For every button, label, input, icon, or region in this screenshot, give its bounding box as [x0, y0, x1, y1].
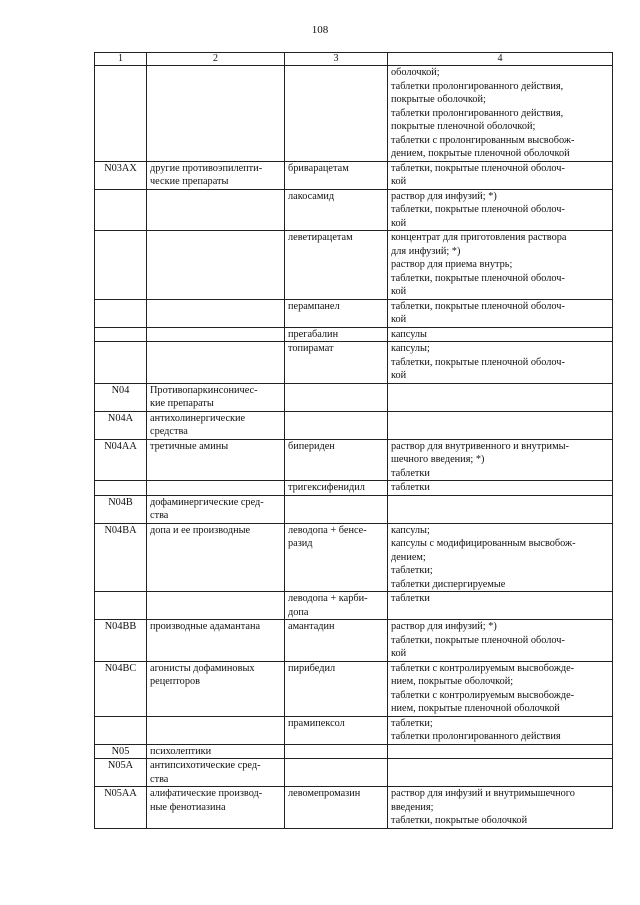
drug-name-line: бриварацетам [288, 162, 349, 174]
table-row [95, 383, 613, 411]
table-row [95, 744, 613, 759]
drug-name-cell [285, 439, 388, 481]
group-name-line: алифатические производ- [150, 788, 263, 799]
table-row [95, 161, 613, 189]
table-row [95, 342, 613, 384]
drug-name-line: леводопа + бенсе- [288, 524, 367, 536]
dosage-forms-line: дением, покрытые пленочной оболочкой [391, 148, 570, 159]
group-name-cell [147, 716, 285, 744]
group-name-line: средства [150, 426, 188, 437]
dosage-forms-line: таблетки пролонгированного действия, [391, 107, 564, 119]
dosage-forms-cell [388, 411, 613, 439]
drug-name-line: бипериден [288, 440, 335, 452]
group-name-line: допа и ее производные [150, 524, 251, 536]
dosage-forms-cell [388, 744, 613, 759]
dosage-forms-cell [388, 231, 613, 300]
table-row [95, 592, 613, 620]
dosage-forms-line: таблетки с контролируемым высвобожде- [391, 689, 575, 701]
dosage-forms-line: таблетки с пролонгированным высвобож- [391, 134, 575, 146]
group-name-cell [147, 661, 285, 716]
dosage-forms-line: таблетки диспергируемые [391, 578, 506, 590]
drug-name-cell [285, 66, 388, 162]
drug-name-cell [285, 481, 388, 496]
dosage-forms-line: кой [391, 286, 407, 297]
dosage-forms-line: таблетки, покрытые пленочной оболоч- [391, 634, 565, 646]
drug-name-line: топирамат [288, 343, 334, 354]
dosage-forms-line: покрытые пленочной оболочкой; [391, 121, 536, 132]
drug-name-line: разид [288, 538, 313, 549]
group-name-cell [147, 383, 285, 411]
dosage-forms-line: таблетки, покрытые пленочной оболоч- [391, 300, 565, 312]
atc-code-cell [95, 66, 147, 162]
dosage-forms-line: таблетки [391, 467, 430, 479]
dosage-forms-line: покрытые оболочкой; [391, 94, 486, 105]
dosage-forms-line: таблетки пролонгированного действия [391, 731, 561, 742]
group-name-cell [147, 161, 285, 189]
group-name-cell [147, 299, 285, 327]
dosage-forms-line: таблетки, покрытые пленочной оболоч- [391, 272, 565, 284]
drug-name-line: левомепромазин [288, 788, 361, 799]
atc-code-cell [95, 716, 147, 744]
group-name-line: кие препараты [150, 398, 214, 409]
drug-name-cell [285, 495, 388, 523]
group-name-line: дофаминергические сред- [150, 496, 264, 508]
table-row [95, 481, 613, 496]
group-name-line: агонисты дофаминовых [150, 662, 255, 674]
dosage-forms-line: таблетки [391, 593, 430, 604]
group-name-cell [147, 411, 285, 439]
dosage-forms-line: капсулы с модифицированным высвобож- [391, 538, 576, 549]
dosage-forms-cell [388, 327, 613, 342]
atc-code-cell: N05 [95, 744, 147, 759]
dosage-forms-line: кой [391, 648, 407, 659]
dosage-forms-line: кой [391, 370, 407, 381]
group-name-line: ные фенотиазина [150, 801, 226, 813]
dosage-forms-line: кой [391, 176, 407, 187]
dosage-forms-line: кой [391, 217, 407, 229]
drug-name-line: амантадин [288, 621, 335, 632]
dosage-forms-cell [388, 481, 613, 496]
dosage-forms-cell [388, 299, 613, 327]
dosage-forms-line: дением; [391, 551, 426, 563]
group-name-line: антихолинергические [150, 412, 246, 424]
table-body [95, 66, 613, 829]
dosage-forms-line: капсулы; [391, 343, 430, 354]
atc-code-cell: N05AA [95, 787, 147, 829]
page-number: 108 [311, 24, 329, 36]
dosage-forms-line: капсулы [391, 328, 427, 340]
table-row [95, 439, 613, 481]
dosage-forms-line: таблетки; [391, 717, 433, 729]
group-name-cell [147, 787, 285, 829]
drug-name-cell [285, 620, 388, 662]
group-name-line: антипсихотические сред- [150, 760, 261, 771]
table-row [95, 231, 613, 300]
group-name-line: Противопаркинсоничес- [150, 384, 258, 396]
atc-code-cell [95, 189, 147, 231]
group-name-cell [147, 327, 285, 342]
atc-code-cell: N05A [95, 759, 147, 787]
drug-table [94, 52, 613, 829]
dosage-forms-line: нием, покрытые пленочной оболочкой [391, 703, 560, 714]
dosage-forms-line: таблетки пролонгированного действия, [391, 80, 564, 92]
dosage-forms-line: таблетки, покрытые пленочной оболоч- [391, 204, 565, 215]
drug-name-line: перампанел [288, 300, 340, 312]
drug-name-cell [285, 592, 388, 620]
drug-name-line: леветирацетам [288, 232, 353, 243]
atc-code-cell: N03AX [95, 161, 147, 189]
header-col-1: 1 [95, 53, 147, 66]
atc-code-cell: N04BB [95, 620, 147, 662]
dosage-forms-line: таблетки, покрытые пленочной оболоч- [391, 162, 565, 174]
group-name-cell [147, 759, 285, 787]
atc-code-cell [95, 327, 147, 342]
group-name-line: ческие препараты [150, 176, 229, 187]
dosage-forms-cell [388, 161, 613, 189]
group-name-line: ства [150, 510, 169, 521]
dosage-forms-line: раствор для инфузий; *) [391, 621, 497, 632]
table-row [95, 411, 613, 439]
drug-name-cell [285, 759, 388, 787]
group-name-cell [147, 495, 285, 523]
dosage-forms-cell [388, 495, 613, 523]
group-name-cell [147, 189, 285, 231]
table-row [95, 620, 613, 662]
atc-code-cell [95, 231, 147, 300]
table-row [95, 759, 613, 787]
group-name-line: ства [150, 773, 169, 785]
table-row [95, 787, 613, 829]
group-name-line: рецепторов [150, 676, 200, 687]
dosage-forms-cell [388, 787, 613, 829]
atc-code-cell [95, 592, 147, 620]
table-row [95, 327, 613, 342]
dosage-forms-cell [388, 66, 613, 162]
drug-name-cell [285, 787, 388, 829]
drug-name-cell [285, 327, 388, 342]
atc-code-cell [95, 342, 147, 384]
drug-name-cell [285, 523, 388, 592]
drug-name-line: пирибедил [288, 662, 336, 674]
dosage-forms-line: капсулы; [391, 524, 430, 536]
dosage-forms-cell [388, 759, 613, 787]
group-name-cell [147, 439, 285, 481]
drug-name-cell [285, 231, 388, 300]
dosage-forms-line: раствор для инфузий и внутримышечного [391, 788, 575, 799]
atc-code-cell [95, 299, 147, 327]
atc-code-cell: N04A [95, 411, 147, 439]
dosage-forms-cell [388, 523, 613, 592]
group-name-cell [147, 231, 285, 300]
header-col-4: 4 [388, 53, 613, 66]
dosage-forms-cell [388, 716, 613, 744]
group-name-cell [147, 66, 285, 162]
table-row [95, 523, 613, 592]
group-name-line: производные адамантана [150, 621, 261, 632]
drug-name-cell [285, 299, 388, 327]
table-row [95, 299, 613, 327]
header-col-2: 2 [147, 53, 285, 66]
table-row [95, 716, 613, 744]
dosage-forms-cell [388, 620, 613, 662]
drug-name-line: допа [288, 606, 309, 618]
header-row [95, 53, 613, 66]
drug-name-cell [285, 161, 388, 189]
atc-code-cell: N04 [95, 383, 147, 411]
table-row [95, 189, 613, 231]
dosage-forms-cell [388, 661, 613, 716]
drug-name-line: лакосамид [288, 190, 335, 202]
dosage-forms-line: таблетки; [391, 565, 433, 576]
dosage-forms-line: кой [391, 314, 407, 325]
drug-name-cell [285, 744, 388, 759]
drug-name-line: тригексифенидил [288, 482, 365, 493]
dosage-forms-line: таблетки, покрытые пленочной оболоч- [391, 356, 565, 368]
group-name-cell [147, 620, 285, 662]
drug-name-line: прегабалин [288, 328, 339, 340]
dosage-forms-line: таблетки, покрытые оболочкой [391, 815, 528, 826]
dosage-forms-line: таблетки с контролируемым высвобожде- [391, 662, 575, 674]
atc-code-cell: N04AA [95, 439, 147, 481]
group-name-line: третичные амины [150, 440, 229, 452]
dosage-forms-line: оболочкой; [391, 67, 440, 78]
dosage-forms-line: раствор для инфузий; *) [391, 190, 497, 202]
dosage-forms-line: шечного введения; *) [391, 454, 485, 465]
drug-name-cell [285, 661, 388, 716]
dosage-forms-cell [388, 592, 613, 620]
drug-name-cell [285, 383, 388, 411]
drug-name-cell [285, 716, 388, 744]
drug-name-cell [285, 342, 388, 384]
dosage-forms-line: раствор для внутривенного и внутримы- [391, 440, 569, 452]
group-name-line: другие противоэпилепти- [150, 162, 263, 174]
dosage-forms-cell [388, 189, 613, 231]
dosage-forms-line: таблетки [391, 482, 430, 493]
dosage-forms-line: раствор для приема внутрь; [391, 259, 513, 270]
group-name-cell [147, 481, 285, 496]
group-name-line: психолептики [150, 745, 212, 757]
dosage-forms-line: введения; [391, 801, 434, 813]
dosage-forms-cell [388, 342, 613, 384]
dosage-forms-line: концентрат для приготовления раствора [391, 232, 567, 243]
atc-code-cell: N04B [95, 495, 147, 523]
table-row [95, 661, 613, 716]
group-name-cell [147, 523, 285, 592]
group-name-cell [147, 592, 285, 620]
drug-name-cell [285, 411, 388, 439]
group-name-cell [147, 744, 285, 759]
dosage-forms-line: нием, покрытые оболочкой; [391, 676, 514, 687]
table-row [95, 495, 613, 523]
drug-name-line: леводопа + карби- [288, 593, 368, 604]
drug-name-cell [285, 189, 388, 231]
table-row [95, 66, 613, 162]
atc-code-cell: N04BC [95, 661, 147, 716]
dosage-forms-line: для инфузий; *) [391, 245, 461, 257]
atc-code-cell [95, 481, 147, 496]
drug-name-line: прамипексол [288, 717, 345, 729]
atc-code-cell: N04BA [95, 523, 147, 592]
dosage-forms-cell [388, 439, 613, 481]
group-name-cell [147, 342, 285, 384]
dosage-forms-cell [388, 383, 613, 411]
header-col-3: 3 [285, 53, 388, 66]
